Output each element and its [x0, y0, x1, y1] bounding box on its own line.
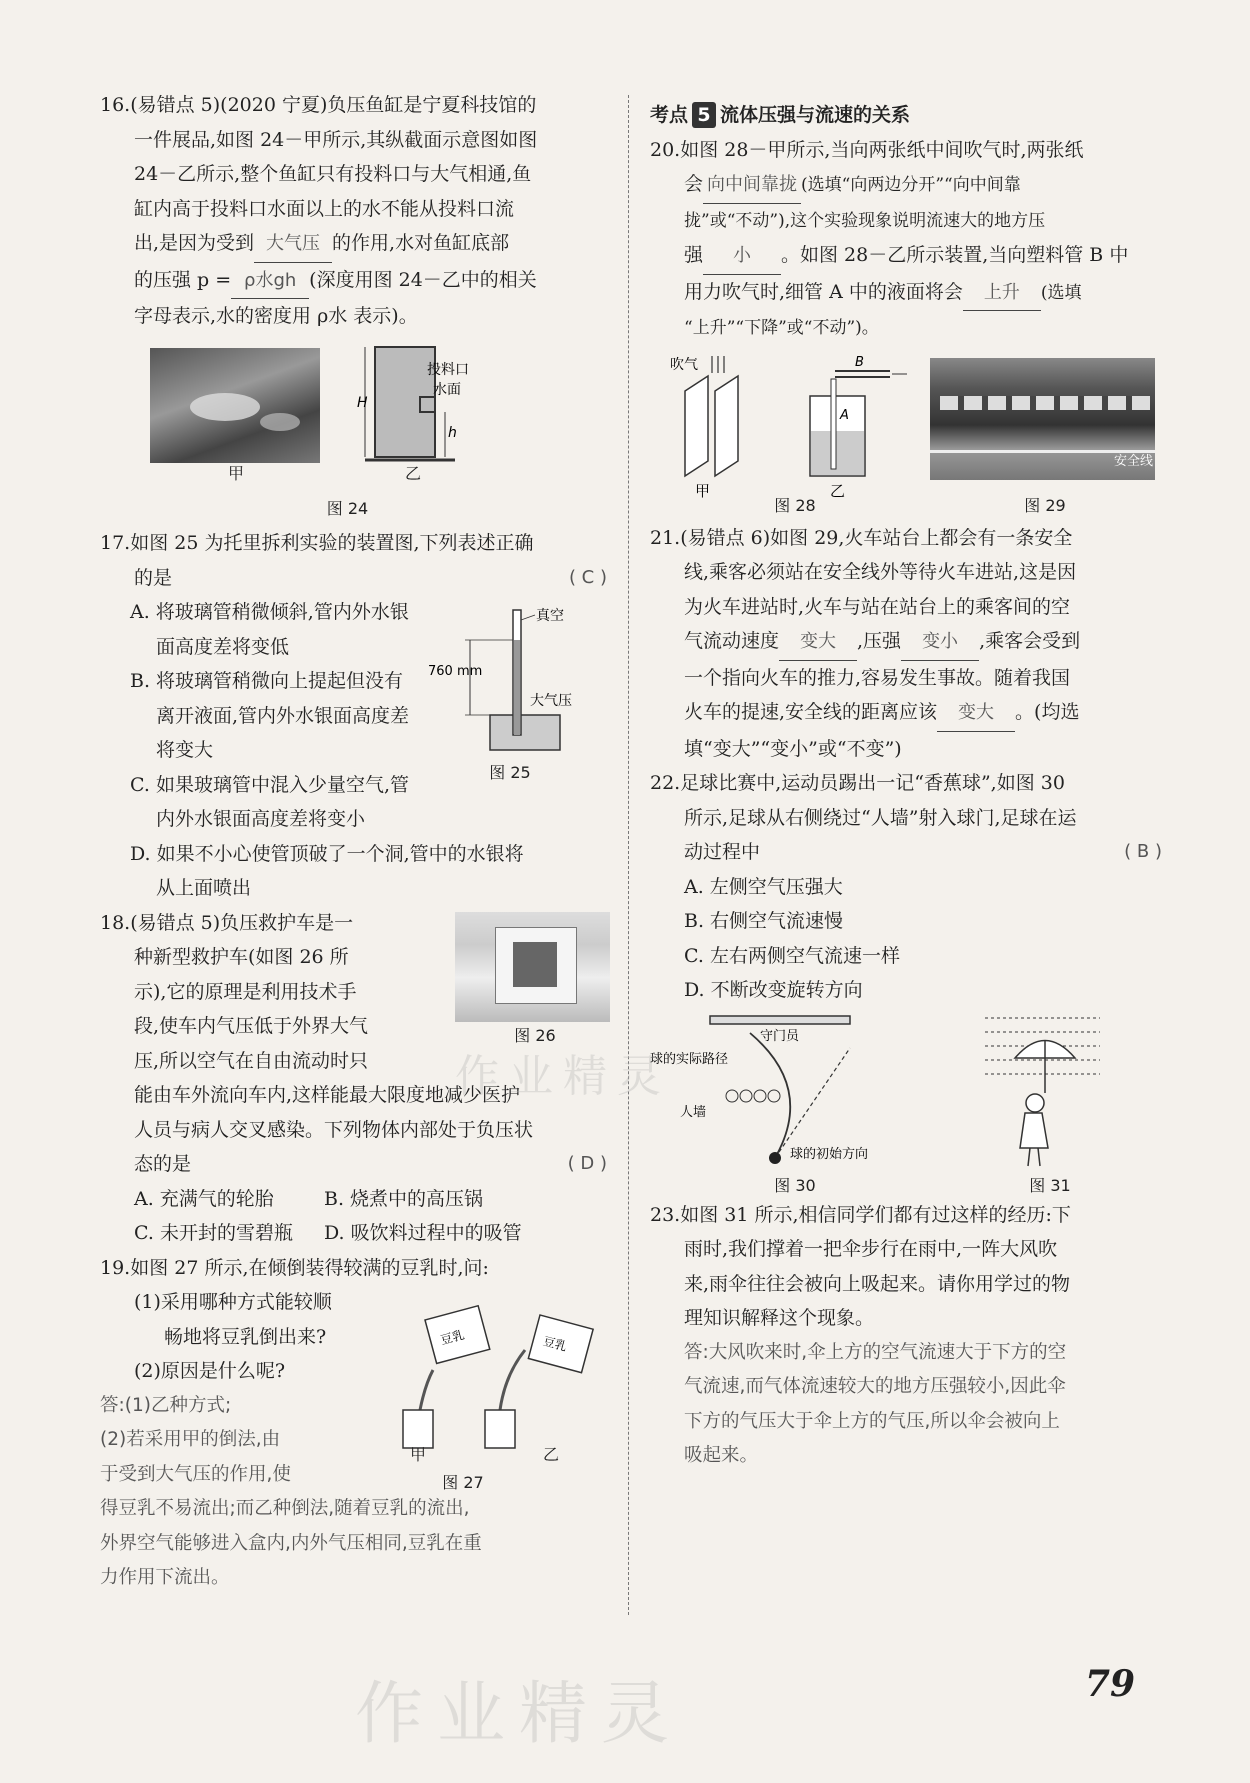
- question-text: 。(均选: [1015, 701, 1080, 723]
- umbrella-girl-diagram: [980, 1008, 1120, 1173]
- question-22: [650, 766, 1170, 1198]
- sub-question: 畅地将豆乳倒出来?: [164, 1325, 327, 1348]
- option-c: C. 左右两侧空气流速一样: [684, 944, 900, 967]
- question-17: [100, 526, 615, 906]
- figure-24: [100, 342, 615, 492]
- figures-30-31: [650, 1008, 1170, 1198]
- figure-caption-30: 图 30: [774, 1175, 816, 1195]
- question-text: (深度用图 24－乙中的相关: [309, 268, 537, 291]
- label-water-surface: 水面: [433, 381, 461, 398]
- label-jia: 甲: [695, 481, 711, 500]
- answer-choice: ( B ): [1124, 841, 1162, 862]
- figure-27: [355, 1285, 615, 1491]
- answer-blank: 大气压: [254, 227, 332, 263]
- option-b: B. 将玻璃管稍微向上提起但没有: [130, 670, 404, 692]
- left-column: [100, 88, 615, 1596]
- question-text: 动过程中: [684, 841, 761, 863]
- right-column: [650, 88, 1170, 1474]
- figure-caption-28: 图 28: [774, 495, 816, 515]
- label-safety-line: 安全线: [1113, 453, 1153, 469]
- option-d: D. 吸饮料过程中的吸管: [324, 1222, 522, 1244]
- tube-blowing-diagram: [795, 351, 915, 501]
- train-platform-photo: [930, 358, 1155, 480]
- sub-question: (2)原因是什么呢?: [134, 1360, 286, 1382]
- answer-blank: 小: [703, 239, 781, 275]
- figures-28-29: [650, 346, 1170, 521]
- question-text: (易错点 6)如图 29,火车站台上都会有一条安全: [680, 526, 1073, 549]
- figure-caption: 图 24: [326, 498, 369, 518]
- label-760mm: 760 mm: [428, 664, 483, 679]
- answer-text: 于受到大气压的作用,使: [100, 1463, 291, 1485]
- column-divider: [628, 95, 629, 1615]
- figure-25: [428, 595, 600, 795]
- question-text: 会: [684, 173, 704, 195]
- answer-blank: 上升: [963, 276, 1041, 312]
- question-text: 段,使车内气压低于外界大气: [134, 1015, 369, 1037]
- pouring-diagram: [355, 1285, 615, 1465]
- section-title: 流体压强与流速的关系: [720, 104, 911, 126]
- answer-blank: 变小: [901, 625, 979, 661]
- label-A: A: [840, 407, 849, 423]
- question-text: 用力吹气时,细管 A 中的液面将会: [684, 280, 963, 303]
- section-badge: 5: [692, 102, 716, 128]
- label-jia: 甲: [228, 463, 245, 483]
- label-yi: 乙: [830, 481, 846, 500]
- label-B: B: [855, 354, 864, 370]
- answer-blank: 向中间靠拢: [703, 168, 801, 204]
- question-text: 能由车外流向车内,这样能最大限度地减少医护: [134, 1084, 521, 1106]
- torricelli-diagram: [428, 595, 600, 760]
- fish-tank-photo: [150, 348, 320, 463]
- question-number: 19.: [100, 1256, 131, 1279]
- question-text: 为火车进站时,火车与站在站台上的乘客间的空: [684, 595, 1071, 618]
- answer-text: 答:大风吹来时,伞上方的空气流速大于下方的空: [684, 1341, 1067, 1363]
- answer-blank: 变大: [779, 625, 857, 661]
- option-a: A. 将玻璃管稍微倾斜,管内外水银: [130, 601, 409, 623]
- question-text: 如图 27 所示,在倾倒装得较满的豆乳时,问:: [130, 1256, 489, 1279]
- question-text: 足球比赛中,运动员踢出一记“香蕉球”,如图 30: [680, 772, 1065, 794]
- question-21: [650, 521, 1170, 767]
- label-yi: 乙: [543, 1445, 560, 1464]
- answer-choice: ( C ): [568, 566, 607, 588]
- paper-blowing-diagram: [670, 351, 780, 501]
- ambulance-interior: [513, 942, 557, 987]
- question-19: [100, 1251, 615, 1596]
- label-h: h: [448, 424, 457, 441]
- question-20: [650, 133, 1170, 521]
- option-d: D. 不断改变旋转方向: [684, 979, 863, 1001]
- question-text: 理知识解释这个现象。: [684, 1307, 875, 1329]
- option-a: A. 充满气的轮胎: [134, 1187, 274, 1210]
- label-jia: 甲: [410, 1445, 427, 1464]
- question-text: 的是: [134, 566, 173, 589]
- question-text: 。如图 28－乙所示装置,当向塑料管 B 中: [781, 244, 1129, 266]
- question-text: 缸内高于投料口水面以上的水不能从投料口流: [134, 197, 515, 220]
- question-text: 一件展品,如图 24－甲所示,其纵截面示意图如图: [134, 128, 538, 151]
- answer-blank: 变大: [937, 696, 1015, 732]
- question-text: 示),它的原理是利用技术手: [134, 980, 357, 1003]
- question-number: 17.: [100, 532, 131, 554]
- option-text: 离开液面,管内外水银面高度差: [156, 704, 410, 727]
- question-text: (易错点 5)负压救护车是一: [130, 911, 354, 934]
- section-prefix: 考点: [650, 104, 689, 126]
- question-text: 填“变大”“变小”或“不变”): [684, 737, 902, 760]
- banana-kick-diagram: [650, 1008, 950, 1173]
- option-text: 将变大: [156, 739, 214, 761]
- question-text: ,乘客会受到: [979, 630, 1081, 652]
- option-c: C. 如果玻璃管中混入少量空气,管: [130, 773, 409, 796]
- question-number: 22.: [650, 772, 681, 794]
- question-number: 18.: [100, 911, 131, 934]
- question-text: 态的是: [134, 1153, 192, 1175]
- question-text: (易错点 5)(2020 宁夏)负压鱼缸是宁夏科技馆的: [130, 94, 537, 116]
- label-goalkeeper: 守门员: [760, 1028, 800, 1044]
- question-text: 拢”或“不动”),这个实验现象说明流速大的地方压: [684, 210, 1046, 231]
- sub-question: (1)采用哪种方式能较顺: [134, 1291, 332, 1313]
- answer-text: 答:(1)乙种方式;: [100, 1394, 232, 1416]
- figure-caption: 图 26: [514, 1025, 556, 1045]
- question-23: [650, 1198, 1170, 1474]
- question-text: ,压强: [857, 630, 902, 652]
- question-text: 强: [684, 244, 704, 266]
- question-16: [100, 88, 615, 526]
- label-initial-direction: 球的初始方向: [790, 1146, 869, 1162]
- question-text: 气流动速度: [684, 630, 780, 652]
- label-vacuum: 真空: [536, 608, 564, 624]
- figure-caption-29: 图 29: [1024, 495, 1066, 515]
- label-H: H: [357, 394, 368, 411]
- label-yi: 乙: [405, 463, 422, 483]
- fish-shape: [190, 393, 260, 421]
- answer-text: (2)若采用甲的倒法,由: [100, 1429, 281, 1450]
- box-label: 豆乳: [541, 1334, 569, 1354]
- answer-text: 气流速,而气体流速较大的地方压强较小,因此伞: [684, 1376, 1066, 1397]
- question-text: 如图 25 为托里拆利实验的装置图,下列表述正确: [130, 532, 534, 554]
- label-actual-path: 球的实际路径: [650, 1051, 729, 1067]
- box-label: 豆乳: [439, 1327, 466, 1348]
- train-windows: [940, 396, 1150, 410]
- option-a: A. 左侧空气压强大: [684, 875, 843, 898]
- answer-blank: ρ水gh: [231, 264, 309, 300]
- answer-choice: ( D ): [567, 1153, 607, 1174]
- section-heading: [650, 98, 1170, 133]
- watermark-bottom: 作业精灵: [355, 1675, 684, 1754]
- label-blow: 吹气: [670, 356, 698, 373]
- watermark-mid: 作业精灵: [455, 1051, 671, 1102]
- question-number: 16.: [100, 94, 131, 116]
- question-text: 如图 28－甲所示,当向两张纸中间吹气时,两张纸: [680, 138, 1084, 161]
- option-b: B. 烧煮中的高压锅: [324, 1187, 484, 1210]
- question-text: 一个指向火车的推力,容易发生事故。随着我国: [684, 666, 1071, 689]
- answer-text: 外界空气能够进入盒内,内外气压相同,豆乳在重: [100, 1532, 482, 1554]
- option-d: D. 如果不小心使管顶破了一个洞,管中的水银将: [130, 842, 524, 865]
- label-wall: 人墙: [680, 1104, 707, 1120]
- answer-text: 得豆乳不易流出;而乙种倒法,随着豆乳的流出,: [100, 1498, 470, 1519]
- question-text: “上升”“下降”或“不动”)。: [684, 318, 879, 338]
- question-text: 字母表示,水的密度用 ρ水 表示)。: [134, 305, 418, 327]
- option-text: 内外水银面高度差将变小: [156, 808, 366, 830]
- fish-shape: [260, 413, 300, 431]
- question-text: 人员与病人交叉感染。下列物体内部处于负压状: [134, 1118, 534, 1141]
- answer-text: 力作用下流出。: [100, 1567, 230, 1588]
- option-c: C. 未开封的雪碧瓶: [134, 1222, 293, 1244]
- ambulance-photo: [455, 912, 610, 1022]
- question-text: 如图 31 所示,相信同学们都有过这样的经历:下: [680, 1203, 1071, 1226]
- answer-text: 下方的气压大于伞上方的气压,所以伞会被向上: [684, 1410, 1060, 1432]
- figure-caption-31: 图 31: [1029, 1175, 1071, 1195]
- label-atmospheric-pressure: 大气压: [530, 693, 572, 709]
- figure-caption: 图 27: [442, 1473, 484, 1492]
- question-text: 出,是因为受到: [134, 232, 255, 254]
- question-text: (选填: [1040, 282, 1082, 303]
- tank-cross-section-diagram: [355, 342, 495, 472]
- question-number: 21.: [650, 526, 681, 549]
- page-number: 79: [1085, 1663, 1136, 1705]
- question-text: 来,雨伞往往会被向上吸起来。请你用学过的物: [684, 1272, 1071, 1295]
- question-text: 24－乙所示,整个鱼缸只有投料口与大气相通,鱼: [134, 163, 532, 185]
- label-feed-port: 投料口: [427, 361, 469, 378]
- question-text: 的作用,水对鱼缸底部: [332, 232, 510, 254]
- question-text: 雨时,我们撑着一把伞步行在雨中,一阵大风吹: [684, 1238, 1058, 1260]
- question-text: 火车的提速,安全线的距离应该: [684, 701, 938, 723]
- question-text: 的压强 p =: [134, 268, 232, 291]
- question-number: 23.: [650, 1203, 681, 1226]
- option-text: 面高度差将变低: [156, 635, 290, 658]
- question-text: 所示,足球从右侧绕过“人墙”射入球门,足球在运: [684, 806, 1077, 829]
- answer-text: 吸起来。: [684, 1445, 759, 1466]
- option-b: B. 右侧空气流速慢: [684, 910, 844, 932]
- figure-caption: 图 25: [489, 763, 531, 782]
- question-text: 种新型救护车(如图 26 所: [134, 946, 349, 968]
- question-text: (选填“向两边分开”“向中间靠: [801, 175, 1021, 195]
- question-number: 20.: [650, 138, 681, 161]
- option-text: 从上面喷出: [156, 877, 252, 899]
- question-text: 压,所以空气在自由流动时只: [134, 1049, 369, 1072]
- question-text: 线,乘客必须站在安全线外等待火车进站,这是因: [684, 561, 1077, 583]
